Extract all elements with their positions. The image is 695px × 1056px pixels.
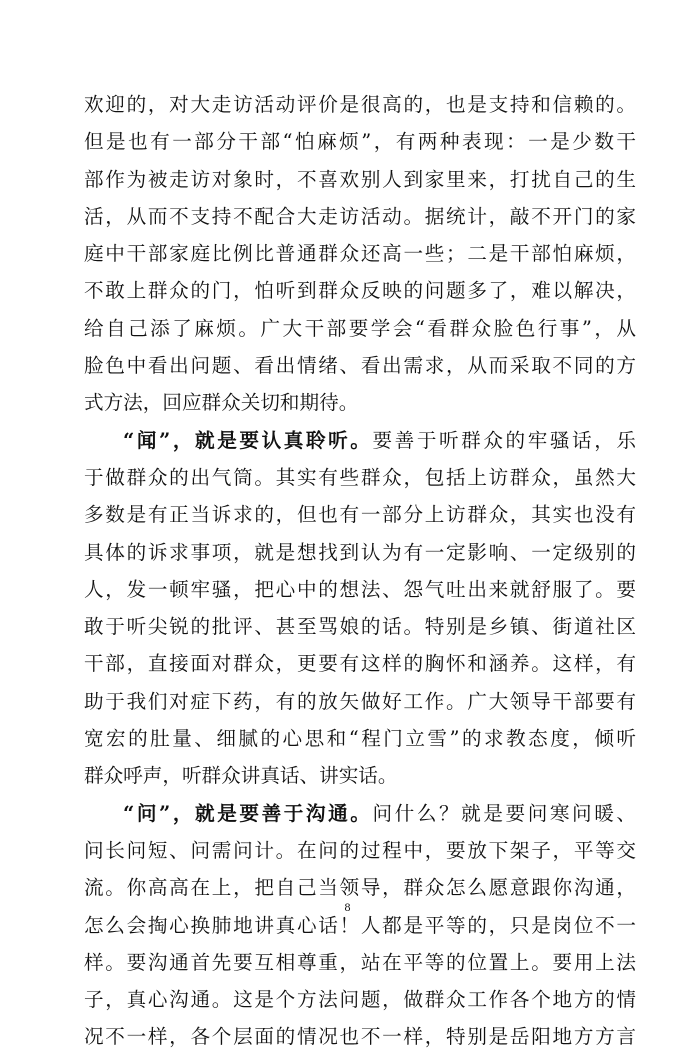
paragraph-heading: “闻”，就是要认真聆听。 bbox=[123, 428, 373, 452]
text-line: 脸色中看出问题、看出情绪、看出需求，从而采取不同的方 bbox=[84, 354, 636, 378]
text-line: 问长问短、问需问计。在问的过程中，要放下架子，平等交 bbox=[84, 838, 636, 862]
text-line: 活，从而不支持不配合大走访活动。据统计，敲不开门的家 bbox=[84, 204, 636, 228]
text-line: 群众呼声，听群众讲真话、讲实话。 bbox=[84, 764, 398, 788]
text-line: 不敢上群众的门，怕听到群众反映的问题多了，难以解决， bbox=[84, 279, 636, 303]
text-line: 庭中干部家庭比例比普通群众还高一些；二是干部怕麻烦， bbox=[84, 242, 636, 266]
text-line: 式方法，回应群众关切和期待。 bbox=[84, 391, 359, 415]
text-line: 子，真心沟通。这是个方法问题，做群众工作各个地方的情 bbox=[84, 988, 636, 1012]
text-line: 助于我们对症下药，有的放矢做好工作。广大领导干部要有 bbox=[84, 689, 636, 713]
text-line: 宽宏的肚量、细腻的心思和“程门立雪”的求教态度，倾听 bbox=[84, 727, 636, 751]
text-line: 欢迎的，对大走访活动评价是很高的，也是支持和信赖的。 bbox=[84, 93, 636, 116]
text-line: 样。要沟通首先要互相尊重，站在平等的位置上。要用上法 bbox=[84, 950, 636, 974]
text-line: 流。你高高在上，把自己当领导，群众怎么愿意跟你沟通， bbox=[84, 876, 636, 900]
text-line: 干部，直接面对群众，更要有这样的胸怀和涵养。这样，有 bbox=[84, 652, 636, 676]
text-line: 但是也有一部分干部“怕麻烦”，有两种表现：一是少数干 bbox=[84, 130, 636, 154]
text-line: 部作为被走访对象时，不喜欢别人到家里来，打扰自己的生 bbox=[84, 167, 636, 191]
page-number: 8 bbox=[344, 900, 351, 914]
text-line: 怎么会掏心换肺地讲真心话！人都是平等的，只是岗位不一 bbox=[84, 913, 636, 937]
paragraph-start: “闻”，就是要认真聆听。要善于听群众的牢骚话，乐 bbox=[123, 428, 636, 452]
text-line: 具体的诉求事项，就是想找到认为有一定影响、一定级别的 bbox=[84, 540, 636, 564]
text-line: 人，发一顿牢骚，把心中的想法、怨气吐出来就舒服了。要 bbox=[84, 577, 636, 601]
text-line: 于做群众的出气筒。其实有些群众，包括上访群众，虽然大 bbox=[84, 465, 636, 489]
text-line: 况不一样，各个层面的情况也不一样，特别是岳阳地方方言 bbox=[84, 1025, 636, 1049]
paragraph-heading: “问”，就是要善于沟通。 bbox=[123, 801, 373, 825]
text-line: 给自己添了麻烦。广大干部要学会“看群众脸色行事”，从 bbox=[84, 316, 636, 340]
paragraph-start: “问”，就是要善于沟通。问什么？就是要问寒问暖、 bbox=[123, 801, 636, 825]
text-line: 敢于听尖锐的批评、甚至骂娘的话。特别是乡镇、街道社区 bbox=[84, 615, 636, 639]
text-line: 多数是有正当诉求的，但也有一部分上访群众，其实也没有 bbox=[84, 503, 636, 527]
